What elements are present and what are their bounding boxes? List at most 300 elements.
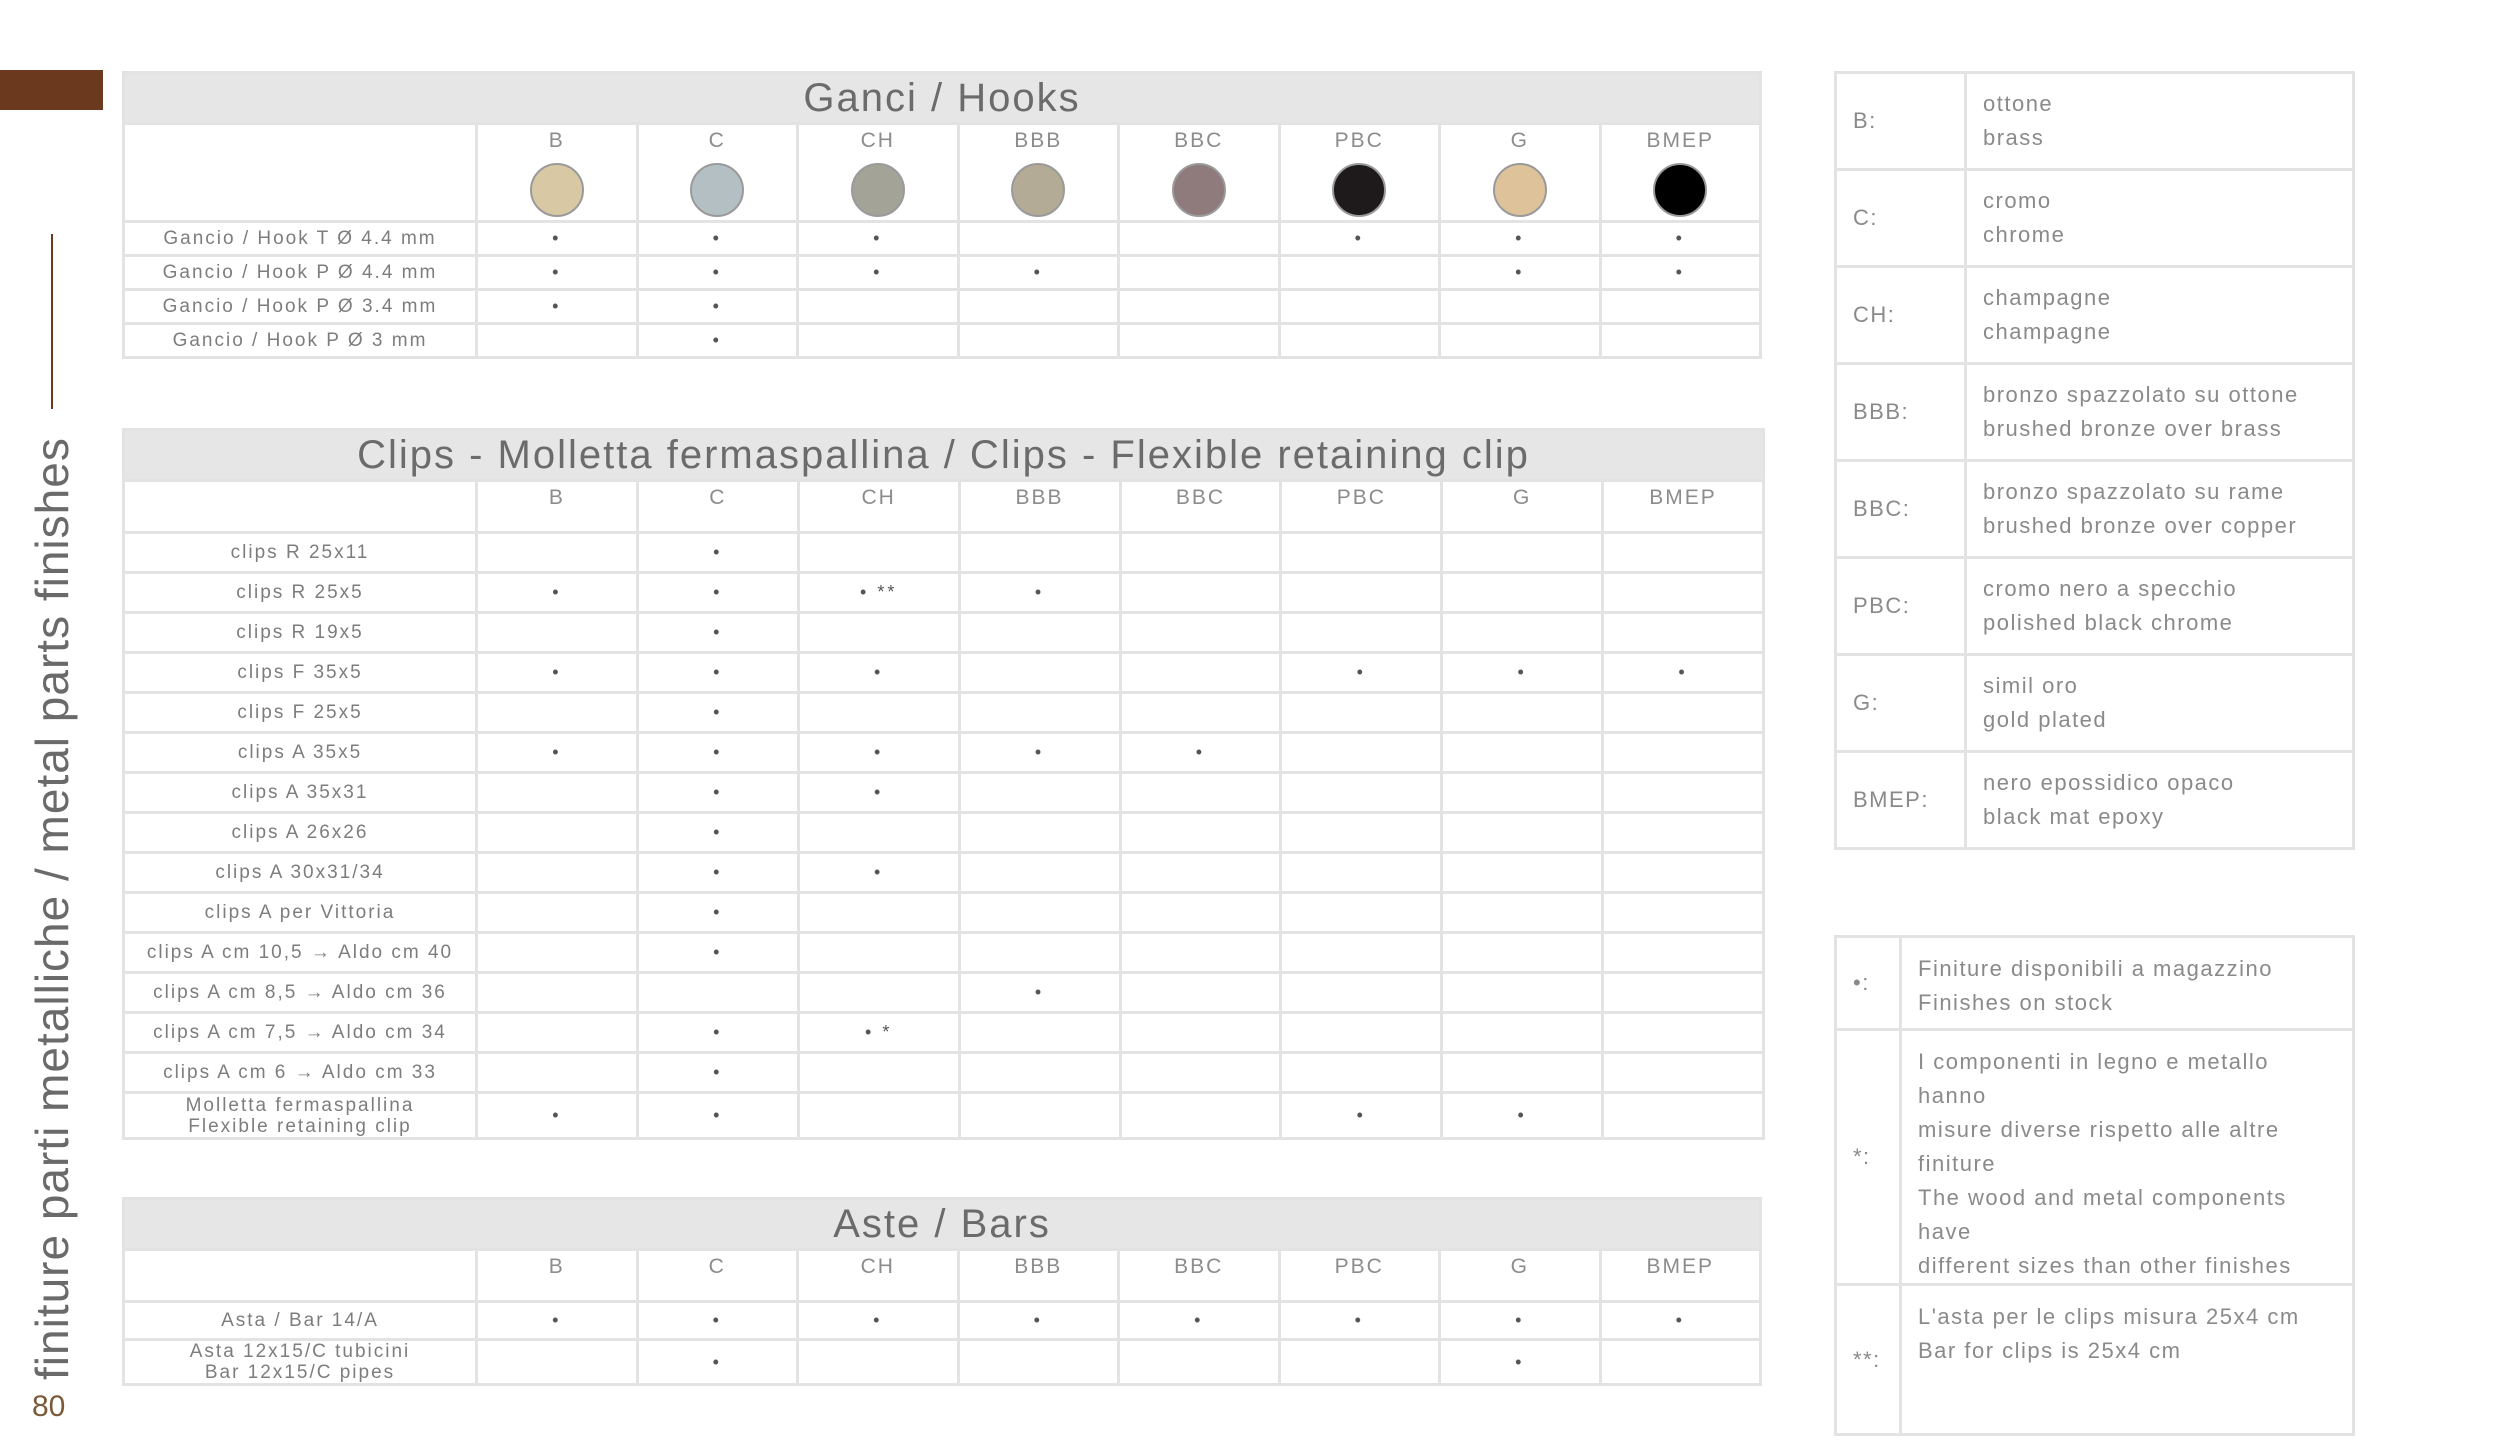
availability-cell: [1442, 933, 1603, 973]
availability-cell: [1281, 933, 1442, 973]
column-header-c: [637, 1250, 798, 1302]
legend-description: [1966, 558, 2354, 655]
availability-cell: [1281, 613, 1442, 653]
legend-english: chrome: [1983, 222, 2066, 247]
availability-cell: •: [477, 222, 638, 256]
row-label-text: clips A cm 6 → Aldo cm 33: [163, 1062, 437, 1083]
column-header-ch: [798, 124, 959, 222]
table-row: [124, 693, 1764, 733]
row-label: [124, 853, 477, 893]
availability-cell: [1442, 613, 1603, 653]
availability-cell: [1119, 256, 1280, 290]
column-header-b: [477, 481, 638, 533]
availability-cell: [959, 533, 1120, 573]
availability-cell: •: [1440, 256, 1601, 290]
table-row: [124, 973, 1764, 1013]
finish-swatch-bmep: [1653, 163, 1707, 217]
availability-cell: •: [798, 853, 959, 893]
table-row: [124, 256, 1761, 290]
availability-cell: •: [798, 733, 959, 773]
table-row: [124, 813, 1764, 853]
column-header-label: B: [548, 1255, 565, 1278]
table-row: [124, 1302, 1761, 1340]
finish-swatch-ch: [851, 163, 905, 217]
availability-cell: [1603, 573, 1764, 613]
legend-description: [1966, 73, 2354, 170]
legend-row-c: [1836, 170, 2354, 267]
availability-cell: •: [637, 813, 798, 853]
row-label-text: clips A 30x31/34: [215, 862, 385, 883]
column-header-label: G: [1513, 486, 1532, 509]
column-header-label: G: [1510, 1255, 1529, 1278]
availability-cell: •: [958, 1302, 1119, 1340]
legend-row-b: [1836, 73, 2354, 170]
availability-cell: •: [477, 1302, 638, 1340]
availability-cell: [959, 853, 1120, 893]
availability-cell: •: [1281, 1093, 1442, 1139]
availability-cell: •: [1603, 653, 1764, 693]
availability-cell: [1603, 853, 1764, 893]
column-header-bmep: [1603, 481, 1764, 533]
table-row: [124, 1093, 1764, 1139]
column-header-b: [477, 1250, 638, 1302]
availability-cell: [1603, 933, 1764, 973]
notes-legend: [1834, 935, 2355, 1436]
availability-cell: [958, 290, 1119, 324]
table-row: [124, 893, 1764, 933]
row-label: [124, 222, 477, 256]
availability-cell: [1120, 693, 1281, 733]
row-label: [124, 613, 477, 653]
legend-row-bmep: [1836, 752, 2354, 849]
availability-cell: [477, 1013, 638, 1053]
availability-cell: [959, 1013, 1120, 1053]
row-label: [124, 653, 477, 693]
availability-cell: •: [798, 773, 959, 813]
availability-cell: [1120, 813, 1281, 853]
availability-cell: [1281, 533, 1442, 573]
side-title: [25, 234, 79, 1380]
column-header-pbc: [1281, 481, 1442, 533]
column-header-label: B: [548, 129, 565, 152]
availability-cell: [959, 693, 1120, 733]
availability-cell: [1442, 813, 1603, 853]
column-header-label: BBC: [1175, 486, 1226, 509]
row-label: [124, 256, 477, 290]
table-row: [124, 653, 1764, 693]
row-label-text: clips A per Vittoria: [204, 902, 396, 923]
availability-cell: [1442, 973, 1603, 1013]
availability-cell: •: [1119, 1302, 1280, 1340]
column-header-label: C: [708, 1255, 726, 1278]
availability-cell: •: [637, 1340, 798, 1385]
legend-description: [1966, 752, 2354, 849]
availability-cell: [798, 1053, 959, 1093]
row-label: [124, 1302, 477, 1340]
availability-cell: [1442, 773, 1603, 813]
availability-cell: •: [798, 1302, 959, 1340]
table-row: [124, 533, 1764, 573]
row-label-text: clips A cm 10,5 → Aldo cm 40: [146, 942, 454, 963]
availability-cell: [1119, 1340, 1280, 1385]
availability-cell: •: [637, 733, 798, 773]
availability-cell: •: [1279, 1302, 1440, 1340]
availability-cell: •: [1442, 653, 1603, 693]
availability-cell: •: [637, 290, 798, 324]
column-header-label: PBC: [1334, 129, 1384, 152]
column-header-pbc: [1279, 124, 1440, 222]
legend-italian: nero epossidico opaco: [1983, 770, 2235, 795]
clips-header-row: [124, 481, 1764, 533]
row-label: [124, 773, 477, 813]
availability-cell: •: [477, 733, 638, 773]
availability-cell: [959, 613, 1120, 653]
row-label-text: clips A cm 8,5 → Aldo cm 36: [153, 982, 447, 1003]
availability-cell: •: [1600, 1302, 1761, 1340]
column-header-c: [637, 124, 798, 222]
availability-cell: [1442, 853, 1603, 893]
column-header-label: C: [708, 129, 726, 152]
availability-cell: [477, 773, 638, 813]
column-header-bbc: [1119, 124, 1280, 222]
legend-english: polished black chrome: [1983, 610, 2234, 635]
availability-cell: •: [637, 256, 798, 290]
availability-cell: [798, 1093, 959, 1139]
availability-cell: •: [637, 693, 798, 733]
row-label: [124, 290, 477, 324]
legend-key: C:: [1836, 170, 1966, 267]
availability-cell: [958, 324, 1119, 358]
legend-row-g: [1836, 655, 2354, 752]
note-text: [1901, 1030, 2354, 1285]
availability-cell: [798, 933, 959, 973]
availability-cell: [798, 893, 959, 933]
row-label-text: clips R 19x5: [236, 622, 364, 643]
availability-cell: •: [637, 324, 798, 358]
legend-key: G:: [1836, 655, 1966, 752]
availability-cell: [1120, 613, 1281, 653]
finish-swatch-c: [690, 163, 744, 217]
availability-cell: [1120, 1093, 1281, 1139]
availability-cell: [1120, 1053, 1281, 1093]
legend-italian: champagne: [1983, 285, 2112, 310]
availability-cell: [1603, 773, 1764, 813]
availability-cell: [1281, 693, 1442, 733]
availability-cell: [1603, 533, 1764, 573]
availability-cell: •: [1440, 222, 1601, 256]
note-line: different sizes than other finishes: [1918, 1253, 2292, 1278]
legend-italian: bronzo spazzolato su ottone: [1983, 382, 2299, 407]
legend-key: BMEP:: [1836, 752, 1966, 849]
availability-cell: •: [1600, 222, 1761, 256]
availability-cell: [1120, 773, 1281, 813]
note-line: I componenti in legno e metallo hanno: [1918, 1049, 2270, 1108]
row-label: [124, 1053, 477, 1093]
column-header-label: BBC: [1174, 129, 1224, 152]
availability-cell: [1600, 290, 1761, 324]
legend-key: BBC:: [1836, 461, 1966, 558]
availability-cell: [1120, 1013, 1281, 1053]
availability-cell: • **: [798, 573, 959, 613]
hooks-title: Ganci / Hooks: [124, 73, 1761, 124]
row-label-text: clips A cm 7,5 → Aldo cm 34: [153, 1022, 447, 1043]
note-line: Bar for clips is 25x4 cm: [1918, 1338, 2182, 1363]
row-label: [124, 893, 477, 933]
availability-cell: [798, 813, 959, 853]
legend-italian: simil oro: [1983, 673, 2079, 698]
availability-cell: [477, 324, 638, 358]
note-line: L'asta per le clips misura 25x4 cm: [1918, 1304, 2300, 1329]
legend-description: [1966, 655, 2354, 752]
availability-cell: [1600, 324, 1761, 358]
availability-cell: [1603, 1013, 1764, 1053]
availability-cell: •: [637, 222, 798, 256]
availability-cell: [1603, 1053, 1764, 1093]
column-header-bbb: [958, 1250, 1119, 1302]
availability-cell: •: [637, 1093, 798, 1139]
availability-cell: [1603, 973, 1764, 1013]
availability-cell: [1603, 613, 1764, 653]
availability-cell: [1440, 290, 1601, 324]
legend-key: CH:: [1836, 267, 1966, 364]
availability-cell: [1442, 1013, 1603, 1053]
table-row: [124, 573, 1764, 613]
column-header-bmep: [1600, 124, 1761, 222]
availability-cell: [1603, 813, 1764, 853]
row-label: [124, 933, 477, 973]
availability-cell: [959, 813, 1120, 853]
availability-cell: [477, 1340, 638, 1385]
availability-cell: [1600, 1340, 1761, 1385]
availability-cell: •: [798, 653, 959, 693]
note-line: The wood and metal components have: [1918, 1185, 2287, 1244]
legend-description: [1966, 170, 2354, 267]
availability-cell: •: [637, 573, 798, 613]
table-row: [124, 773, 1764, 813]
availability-cell: [958, 1340, 1119, 1385]
availability-cell: [1281, 813, 1442, 853]
availability-cell: [798, 613, 959, 653]
row-label: [124, 1013, 477, 1053]
availability-cell: •: [1279, 222, 1440, 256]
availability-cell: •: [477, 573, 638, 613]
availability-cell: [1279, 256, 1440, 290]
table-row: [124, 290, 1761, 324]
row-label-text: clips F 25x5: [237, 702, 363, 723]
hooks-table: [122, 71, 1762, 359]
note-row: [1836, 937, 2354, 1030]
column-header-g: [1442, 481, 1603, 533]
note-line: misure diverse rispetto alle altre: [1918, 1117, 2280, 1142]
row-label-text: Gancio / Hook P Ø 3 mm: [172, 330, 428, 351]
column-header-label: CH: [861, 486, 896, 509]
availability-cell: [1442, 693, 1603, 733]
availability-cell: [1281, 973, 1442, 1013]
legend-english: champagne: [1983, 319, 2112, 344]
legend-description: [1966, 267, 2354, 364]
availability-cell: [1442, 733, 1603, 773]
availability-cell: •: [958, 256, 1119, 290]
availability-cell: [1440, 324, 1601, 358]
availability-cell: •: [477, 1093, 638, 1139]
availability-cell: [798, 693, 959, 733]
column-header-ch: [798, 1250, 959, 1302]
row-label: [124, 813, 477, 853]
availability-cell: [1603, 733, 1764, 773]
column-header-label: BMEP: [1646, 129, 1714, 152]
row-label-text: Gancio / Hook T Ø 4.4 mm: [163, 228, 437, 249]
clips-title: Clips - Molletta fermaspallina / Clips - Flexible retaining clip: [124, 430, 1764, 481]
availability-cell: [1279, 1340, 1440, 1385]
availability-cell: [1120, 893, 1281, 933]
legend-key: PBC:: [1836, 558, 1966, 655]
table-row: [124, 1053, 1764, 1093]
column-header-label: BBB: [1015, 486, 1064, 509]
availability-cell: [798, 1340, 959, 1385]
row-label: [124, 733, 477, 773]
availability-cell: [798, 533, 959, 573]
availability-cell: [637, 973, 798, 1013]
row-label: [124, 533, 477, 573]
availability-cell: •: [637, 853, 798, 893]
availability-cell: [477, 1053, 638, 1093]
availability-cell: •: [637, 613, 798, 653]
bars-header-row: [124, 1250, 1761, 1302]
availability-cell: [1442, 533, 1603, 573]
row-label-text: Asta / Bar 14/A: [221, 1310, 379, 1331]
availability-cell: [1442, 893, 1603, 933]
column-header-label: BMEP: [1646, 1255, 1714, 1278]
finish-legend: [1834, 71, 2355, 850]
column-header-label: BBB: [1014, 1255, 1063, 1278]
column-header-label: CH: [860, 129, 895, 152]
availability-cell: •: [1442, 1093, 1603, 1139]
row-label: [124, 324, 477, 358]
column-header-label: CH: [860, 1255, 895, 1278]
column-header-pbc: [1279, 1250, 1440, 1302]
legend-italian: cromo nero a specchio: [1983, 576, 2238, 601]
hooks-header-row: [124, 124, 1761, 222]
availability-cell: [959, 653, 1120, 693]
availability-cell: [1281, 893, 1442, 933]
availability-cell: [477, 933, 638, 973]
legend-english: brushed bronze over brass: [1983, 416, 2283, 441]
availability-cell: [1120, 853, 1281, 893]
finish-swatch-g: [1493, 163, 1547, 217]
row-label-text: clips A 35x5: [237, 742, 363, 763]
availability-cell: [798, 324, 959, 358]
legend-key: B:: [1836, 73, 1966, 170]
availability-cell: [798, 290, 959, 324]
availability-cell: •: [1600, 256, 1761, 290]
legend-row-ch: [1836, 267, 2354, 364]
availability-cell: •: [477, 653, 638, 693]
availability-cell: [477, 613, 638, 653]
legend-row-pbc: [1836, 558, 2354, 655]
finish-swatch-bbb: [1011, 163, 1065, 217]
availability-cell: [1119, 324, 1280, 358]
availability-cell: [1603, 893, 1764, 933]
availability-cell: [477, 693, 638, 733]
availability-cell: [1120, 933, 1281, 973]
note-key: *:: [1836, 1030, 1901, 1285]
table-row: [124, 1013, 1764, 1053]
column-header-c: [637, 481, 798, 533]
availability-cell: [958, 222, 1119, 256]
column-header-label: C: [709, 486, 727, 509]
row-label-text: Gancio / Hook P Ø 3.4 mm: [162, 296, 438, 317]
clips-table: [122, 428, 1765, 1140]
availability-cell: [959, 1053, 1120, 1093]
availability-cell: [1442, 573, 1603, 613]
brown-tab-decoration: [0, 70, 103, 110]
availability-cell: [1120, 573, 1281, 613]
row-label: [124, 1340, 477, 1385]
availability-cell: [1281, 853, 1442, 893]
availability-cell: •: [477, 256, 638, 290]
note-line: Finiture disponibili a magazzino: [1918, 956, 2273, 981]
finish-swatch-b: [530, 163, 584, 217]
table-row: [124, 733, 1764, 773]
column-header-bbc: [1120, 481, 1281, 533]
column-header-g: [1440, 124, 1601, 222]
note-text: [1901, 937, 2354, 1030]
availability-cell: •: [959, 733, 1120, 773]
row-label-text: clips A 26x26: [231, 822, 369, 843]
column-header-label: G: [1510, 129, 1529, 152]
legend-row-bbb: [1836, 364, 2354, 461]
column-header-label: BMEP: [1649, 486, 1717, 509]
availability-cell: [1281, 1053, 1442, 1093]
side-title-rule: [51, 234, 53, 409]
legend-italian: cromo: [1983, 188, 2052, 213]
table-row: [124, 853, 1764, 893]
legend-english: gold plated: [1983, 707, 2108, 732]
availability-cell: •: [637, 1013, 798, 1053]
availability-cell: [477, 813, 638, 853]
column-header-ch: [798, 481, 959, 533]
availability-cell: •: [1440, 1302, 1601, 1340]
finish-swatch-pbc: [1332, 163, 1386, 217]
note-key: **:: [1836, 1285, 1901, 1435]
availability-cell: • *: [798, 1013, 959, 1053]
side-title-text: finiture parti metalliche / metal parts finishes: [26, 437, 78, 1380]
availability-cell: •: [1120, 733, 1281, 773]
bars-table: [122, 1197, 1762, 1386]
availability-cell: [1281, 773, 1442, 813]
availability-cell: [1281, 573, 1442, 613]
availability-cell: [959, 893, 1120, 933]
row-label: [124, 1093, 477, 1139]
legend-english: black mat epoxy: [1983, 804, 2165, 829]
row-label-text: clips A 35x31: [231, 782, 369, 803]
availability-cell: •: [1440, 1340, 1601, 1385]
availability-cell: [1603, 693, 1764, 733]
row-label-text: Gancio / Hook P Ø 4.4 mm: [162, 262, 438, 283]
note-row: [1836, 1030, 2354, 1285]
finish-swatch-bbc: [1172, 163, 1226, 217]
availability-cell: [1603, 1093, 1764, 1139]
bars-title: Aste / Bars: [124, 1199, 1761, 1250]
availability-cell: [959, 1093, 1120, 1139]
legend-row-bbc: [1836, 461, 2354, 558]
legend-description: [1966, 461, 2354, 558]
availability-cell: •: [798, 256, 959, 290]
availability-cell: [1120, 533, 1281, 573]
row-label: [124, 573, 477, 613]
note-text: [1901, 1285, 2354, 1435]
availability-cell: •: [637, 933, 798, 973]
